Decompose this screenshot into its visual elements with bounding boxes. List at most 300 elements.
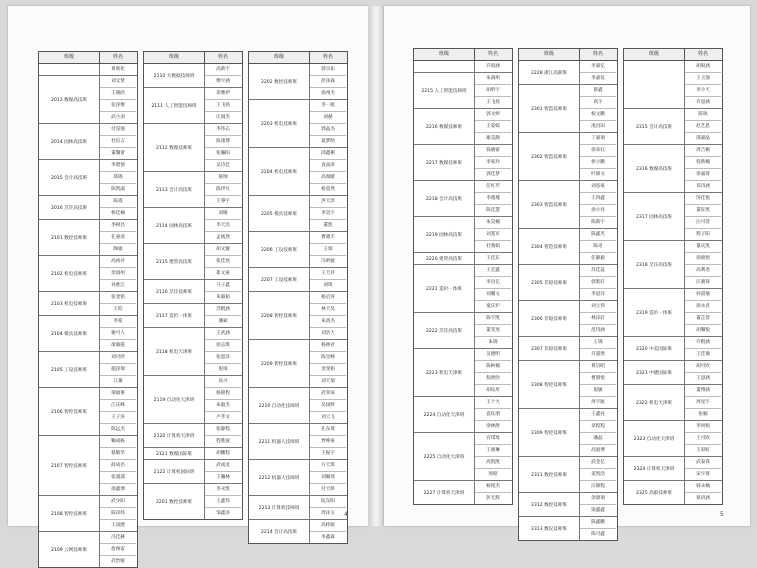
table-header [144,52,242,64]
class-group [249,388,347,424]
student-name-cell: 徐州杰 [321,91,335,96]
student-name-cell: 方天琪 [310,460,346,472]
roster-table-3 [248,51,348,544]
student-name-cell: 谢可人 [100,328,136,340]
student-name-cell: 武金亿 [580,457,616,469]
class-name-cell: 2116 烹饪技师班 [144,280,205,303]
student-name-cell: 冯佳赫 [100,532,136,544]
student-name-cell: 王昀 [113,307,123,312]
student-name-cell: 刘可欣 [100,352,136,364]
student-name-cell: 许楷涵 [685,337,721,349]
student-name-cell: 朱毅杰 [205,400,241,412]
student-name-cell: 陈佳慧 [486,208,500,213]
class-group [39,256,137,292]
class-group [249,196,347,232]
student-name-cell: 倪新楠 [685,157,721,169]
class-group [39,352,137,388]
student-name-cell: 王飞扬 [486,100,500,105]
student-name-cell: 何晨瑜 [685,289,721,301]
student-name-cell: 董芷萱 [685,313,721,325]
student-name-cell: 胡文璇 [205,244,241,256]
header-name-label: 姓名 [322,54,333,60]
class-group [414,349,512,397]
student-name-cell: 黄新化 [111,67,125,72]
class-name-cell: 2214 会计高技班 [249,520,310,543]
class-group [144,424,242,448]
header-name-label: 姓名 [697,51,708,57]
class-group [39,196,137,220]
class-group [414,481,512,504]
header-class-label: 班级 [144,52,205,63]
student-name-cell: 姜凯浩 [580,469,616,481]
student-name-cell: 武少阳 [100,496,136,508]
class-group [519,265,617,301]
class-group [519,409,617,457]
student-name-cell: 蔡语涵 [696,496,710,501]
student-name-cell: 高庭博 [591,448,605,453]
student-name-cell: 孙胜江 [111,283,125,288]
header-name-label: 姓名 [487,51,498,57]
student-name-cell: 杨铭杰 [475,481,511,493]
class-group [249,100,347,148]
class-group [144,172,242,208]
student-name-cell: 庄润杰 [216,115,230,120]
student-name-cell: 鞠成栋 [100,436,136,448]
student-name-cell: 薛成名 [100,460,136,472]
student-name-cell: 张泽堰 [100,100,136,112]
class-group [624,61,722,109]
student-name-cell: 高新宇 [205,64,241,76]
student-name-cell: 倪欣欣 [475,373,511,385]
student-name-cell: 徐锦煜 [685,253,721,265]
class-name-cell: 2323 自动化天津班 [624,421,685,456]
student-name-cell: 王武涵 [205,328,241,340]
student-name-cell: 付雷强 [100,124,136,136]
table-header [519,49,617,61]
class-name-cell: 2209 智控技师班 [249,340,310,387]
student-name-cell: 张瀚阳 [205,148,241,160]
class-name-cell: 2315 会计高技班 [624,109,685,144]
student-name-cell: 洪天淳 [310,196,346,208]
class-group [519,517,617,540]
student-name-cell: 马子鑫 [205,280,241,292]
class-group [414,181,512,217]
student-name-cell: 余林舒 [486,424,500,429]
student-name-cell: 崔文豪 [216,271,230,276]
class-name-cell: 2306 非稳技师班 [519,301,580,336]
student-name-cell: 陈昱峰 [310,352,346,364]
class-group [414,265,512,313]
class-group [39,496,137,532]
class-group [39,388,137,436]
student-name-cell: 武怡媛 [111,559,125,564]
class-name-cell: 2117 造价一体班 [144,304,205,327]
class-group [144,124,242,172]
student-name-cell: 林天昊 [310,304,346,316]
student-name-cell: 李树昌 [100,220,136,232]
student-name-cell: 刘天瑞 [321,379,335,384]
student-name-cell: 苏楷涵 [205,304,241,316]
class-name-cell: 2308 智控技师班 [519,361,580,408]
student-name-cell: 高宇 [580,97,616,109]
student-name-cell: 李瑾瑾 [475,193,511,205]
class-name-cell: 2224 自动化天津班 [414,397,475,432]
student-name-cell: 丁嘉瑞 [580,133,616,145]
student-name-cell: 侯小鹏 [580,157,616,169]
class-group [39,532,137,567]
class-name-cell: 2321 中德国际班 [624,361,685,384]
student-name-cell: 王瀚林 [216,475,230,480]
student-name-cell: 王零宇 [216,199,230,204]
class-name-cell [39,64,100,75]
class-name-cell: 2207 工设技师班 [249,268,310,291]
class-group [144,460,242,484]
student-name-cell: 董凯 [323,223,333,228]
class-group [414,145,512,181]
class-group [144,304,242,328]
class-name-cell: 2216 数媒技师班 [414,109,475,144]
class-name-cell: 2120 计算机天津班 [144,424,205,447]
student-name-cell: 陈宇凯 [475,313,511,325]
student-name-cell: 张佳瑶 [205,256,241,268]
student-name-cell: 汪锦程 [591,484,605,489]
student-name-cell: 胡锐涵 [685,61,721,73]
student-name-cell: 汪骏锋 [696,280,710,285]
student-name-cell: 高凯凯 [475,457,511,469]
student-name-cell: 周星宇 [685,397,721,409]
class-name-cell: 2102 机电技师班 [39,256,100,291]
student-name-cell: 冯昕媛 [321,259,335,264]
class-group [39,292,137,316]
student-name-cell: 孟嫣然 [216,235,230,240]
class-name-cell: 2312 数控技师班 [519,493,580,516]
class-group [144,244,242,280]
student-name-cell: 汤昭 [488,472,498,477]
student-name-cell: 凌昌田 [591,124,605,129]
class-name-cell: 2111 人工智能技师班 [144,88,205,123]
class-name-cell: 2210 自动化技师班 [249,388,310,423]
student-name-cell: 武成龙 [205,460,241,472]
student-name-cell: 苏佳蕊 [580,265,616,277]
student-name-cell: 李嘉亿 [580,61,616,73]
student-name-cell: 余雅伊 [205,88,241,100]
student-name-cell: 高裕评 [100,256,136,268]
class-name-cell: 2227 计算机天津班 [414,481,475,504]
student-name-cell: 李昌亿 [475,277,511,289]
student-name-cell: 施泽瑞 [100,364,136,376]
student-name-cell: 江庆峰 [100,400,136,412]
student-name-cell: 邹鑫泽 [216,511,230,516]
class-name-cell: 2319 造价一体班 [624,289,685,336]
student-name-cell: 任红芹 [475,181,511,193]
class-name-cell [624,61,685,108]
student-name-cell: 王子涛 [100,412,136,424]
class-name-cell: 2221 造价一体班 [414,265,475,312]
table-header [39,52,137,64]
table-header [249,52,347,64]
student-name-cell: 胡可欣 [685,361,721,373]
class-name-cell: 2113 会计高技班 [144,172,205,207]
class-name-cell: 2206 工设技师班 [249,232,310,267]
student-name-cell: 郭文婷 [475,109,511,121]
book-gutter [368,6,384,526]
class-name-cell: 2211 机器人技师班 [249,424,310,459]
class-group [519,337,617,361]
student-name-cell: 刘赫 [310,112,346,124]
class-group [249,460,347,496]
student-name-cell: 张浦浦 [100,472,136,484]
student-name-cell: 胡钰彤 [486,388,500,393]
class-name-cell: 2304 智造技师班 [519,229,580,264]
class-group [144,280,242,304]
student-name-cell: 胡鹏程 [216,451,230,456]
student-name-cell: 王晓欣 [100,88,136,100]
student-name-cell: 董博涵 [685,385,721,397]
student-name-cell: 潘晶 [580,433,616,445]
class-name-cell: 2201 数控技师班 [144,484,205,519]
class-group [519,229,617,265]
class-group [39,64,137,76]
student-name-cell: 杜信言 [100,136,136,148]
student-name-cell: 王天祥 [310,268,346,280]
student-name-cell: 武荣成 [310,388,346,400]
class-group [249,424,347,460]
class-group [414,253,512,265]
student-name-cell: 周泽玉 [321,511,335,516]
student-name-cell: 朱毅韬 [216,295,230,300]
student-name-cell: 汤佳悦 [685,193,721,205]
student-name-cell: 徐来钰 [580,145,616,157]
student-name-cell: 陶瑜 [113,247,123,252]
page-number-left: 4 [344,511,348,518]
student-name-cell: 李天浩 [205,220,241,232]
student-name-cell: 童庆炉 [486,304,500,309]
student-name-cell: 高瑞暖 [310,172,346,184]
class-name-cell: 2317 园林高技班 [624,193,685,240]
class-group [39,76,137,124]
student-name-cell: 王飞扬 [205,100,241,112]
student-name-cell: 邵嘉晶 [696,136,710,141]
class-group [519,361,617,409]
student-name-cell: 余嘉琦 [685,169,721,181]
class-name-cell: 2228 浙江高职班 [519,61,580,84]
student-name-cell: 吴德明 [475,349,511,361]
student-name-cell: 胡馨悦 [696,328,710,333]
student-name-cell: 刘基军 [475,229,511,241]
class-group [39,160,137,196]
student-name-cell: 胡昕宇 [475,85,511,97]
class-group [519,493,617,517]
class-name-cell: 2105 工设技师班 [39,352,100,387]
student-name-cell: 许超然 [591,352,605,357]
student-name-cell: 刘立伟 [580,301,616,313]
roster-table-4 [413,48,513,505]
student-name-cell: 宋宇琦 [696,472,710,477]
student-name-cell: 王瑞 [310,244,346,256]
student-name-cell: 赵艺恩 [685,121,721,133]
class-name-cell: 2220 建管高技班 [414,253,475,264]
student-name-cell: 蔡敬华 [100,448,136,460]
student-name-cell: 陈可鑫 [591,532,605,537]
student-name-cell: 王鑫伟 [205,496,241,508]
student-name-cell: 高利尧 [685,265,721,277]
class-name-cell: 2114 园林高技班 [144,208,205,243]
student-name-cell: 郭宗佑 [310,64,346,76]
student-name-cell: 蔡鑫 [580,85,616,97]
student-name-cell: 陈康博 [205,136,241,148]
class-group [144,328,242,376]
student-name-cell: 张楠 [698,412,708,417]
class-name-cell: 2208 智控技师班 [249,292,310,339]
student-name-cell: 朱昊楠 [475,217,511,229]
roster-table-2 [143,51,243,520]
student-name-cell: 陈柯楠 [475,361,511,373]
student-name-cell: 高梓骏 [310,520,346,532]
class-name-cell: 2309 智控技师班 [519,409,580,456]
student-name-cell: 刘佩瑶 [310,472,346,484]
student-name-cell: 袁雨涛 [310,160,346,172]
student-name-cell: 谢美静 [486,136,500,141]
class-name-cell: 2217 数媒技师班 [414,145,475,180]
class-group [624,385,722,421]
class-name-cell: 2013 数媒高技班 [39,76,100,123]
class-group [519,301,617,337]
student-name-cell: 章程程 [580,421,616,433]
student-name-cell: 陈鑫鹏 [580,517,616,529]
student-name-cell: 王佳东 [486,256,500,261]
class-group [624,241,722,289]
student-name-cell: 张金铭 [100,292,136,304]
header-class-label: 班级 [39,52,100,63]
student-name-cell: 王振宇 [321,451,335,456]
class-group [624,481,722,504]
student-name-cell: 杨莫然 [321,187,335,192]
student-name-cell: 李伟志 [205,124,241,136]
student-name-cell: 武泰锋 [685,457,721,469]
class-name-cell: 2213 计算机技师班 [249,496,310,519]
class-name-cell: 2325 高职技师班 [624,481,685,504]
student-name-cell: 李鑫森 [321,535,335,540]
class-group [144,448,242,460]
class-group [249,292,347,340]
student-name-cell: 彭泽森 [310,76,346,88]
class-name-cell: 2014 园林高技班 [39,124,100,159]
student-name-cell: 李一航 [310,100,346,112]
student-name-cell: 金雯娟 [310,364,346,376]
student-name-cell: 程胜波 [216,439,230,444]
class-group [39,220,137,256]
header-name-label: 姓名 [592,51,603,57]
student-name-cell: 余润州 [100,268,136,280]
class-name-cell: 2219 园林高技班 [414,217,475,252]
student-name-cell: 陈凯淑 [111,187,125,192]
class-group [624,457,722,481]
student-name-cell: 周宇航 [591,400,605,405]
student-name-cell: 张恩泽 [205,352,241,364]
student-name-cell: 李家玲 [475,157,511,169]
class-group [519,181,617,229]
class-group [624,193,722,241]
student-name-cell: 王雨滟 [111,523,125,528]
class-group [249,148,347,196]
student-name-cell: 王可欣 [685,433,721,445]
student-name-cell: 余锦瑞 [580,493,616,505]
student-name-cell: 李同娟 [685,421,721,433]
page-number-right: 5 [720,511,724,518]
student-name-cell: 刘文贤 [100,76,136,88]
class-name-cell: 2222 烹饪高技班 [414,313,475,348]
student-name-cell: 徐鑫博 [111,487,125,492]
student-name-cell: 曹晓丰 [310,232,346,244]
table-header [624,49,722,61]
student-name-cell: 刘彦豪 [580,181,616,193]
student-name-cell: 王鑫亮 [580,409,616,421]
student-name-cell: 袁钰朋 [475,409,511,421]
table-header [414,49,512,61]
student-name-cell: 陈嵩 [100,196,136,208]
student-name-cell: 邱鑫桐 [310,148,346,160]
student-name-cell: 谭福俊 [100,388,136,400]
class-name-cell: 2218 会计高技班 [414,181,475,216]
class-name-cell: 2204 机电技师班 [249,148,310,195]
student-name-cell: 杨文鹏 [580,109,616,121]
student-name-cell: 郑锦 [100,172,136,184]
student-name-cell: 郝帅 [205,172,241,184]
class-name-cell: 2316 数媒高技班 [624,145,685,192]
student-name-cell: 王锦 [580,337,616,349]
class-name-cell: 2205 模具技师班 [249,196,310,231]
student-name-cell: 李碧情 [100,160,136,172]
student-name-cell: 李思洋 [591,292,605,297]
class-name-cell: 2202 数控技师班 [249,64,310,99]
student-name-cell: 郭晶杰 [310,124,346,136]
student-name-cell: 叶锦文 [591,172,605,177]
student-name-cell: 李永凯 [205,484,241,496]
class-name-cell: 2305 非稳技师班 [519,265,580,300]
student-name-cell: 钱晓蕾 [475,145,511,157]
student-name-cell: 江蕃 [113,379,123,384]
student-name-cell: 曹镇悦 [580,373,616,385]
class-name-cell: 2103 机电技师班 [39,292,100,315]
student-name-cell: 孔豪清 [100,232,136,244]
class-group [249,496,347,520]
student-name-cell: 王宏鑫 [475,265,511,277]
class-group [144,208,242,244]
student-name-cell: 郭佳梦 [486,172,500,177]
student-name-cell: 杨林君 [310,340,346,352]
class-name-cell: 2112 数媒技师班 [144,124,205,171]
class-name-cell: 2212 机器人技师班 [249,460,310,495]
student-name-cell: 詹俊雷 [100,544,136,556]
student-name-cell: 刘晴 [205,208,241,220]
student-name-cell: 杨锦程 [205,388,241,400]
class-group [519,133,617,181]
student-name-cell: 林泽轩 [580,313,616,325]
class-group [144,484,242,519]
class-name-cell: 2313 数仪技师班 [519,517,580,540]
roster-table-6 [623,48,723,505]
student-name-cell: 王惠琳 [475,445,511,457]
student-name-cell: 韩永楠 [685,481,721,493]
student-name-cell: 李希 [100,316,136,328]
roster-table-1 [38,51,138,568]
student-name-cell: 张静程 [205,424,241,436]
student-name-cell: 王思涵 [696,376,710,381]
student-name-cell: 刘浩天 [321,331,335,336]
student-name-cell: 吴国鲜 [310,400,346,412]
student-name-cell: 王姿嫣 [475,121,511,133]
student-name-cell: 王玉强 [685,73,721,85]
